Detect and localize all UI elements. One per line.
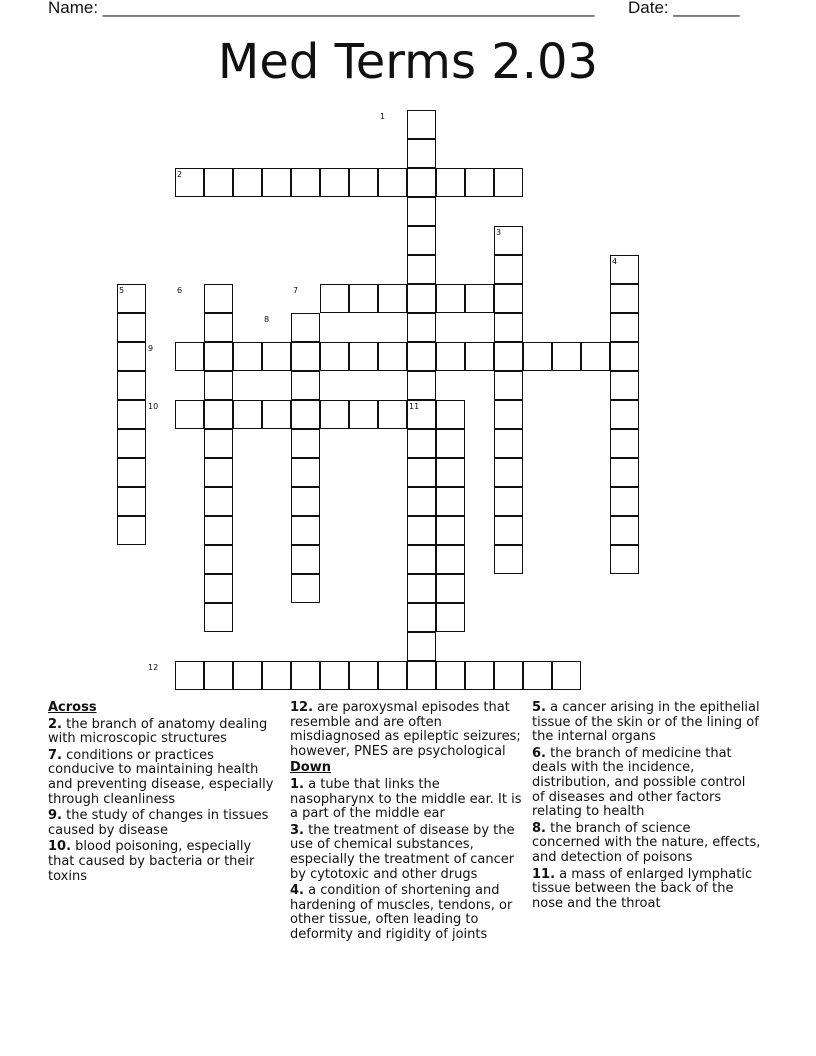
grid-cell[interactable] bbox=[117, 342, 146, 371]
clue-across-9: 9. the study of changes in tissues caused by disease bbox=[48, 808, 269, 838]
grid-cell[interactable] bbox=[204, 371, 233, 400]
grid-cell[interactable] bbox=[465, 284, 494, 313]
grid-cell[interactable] bbox=[291, 574, 320, 603]
grid-cell[interactable] bbox=[204, 458, 233, 487]
clue-number-11: 11 bbox=[409, 402, 420, 411]
page-title: Med Terms 2.03 bbox=[217, 34, 599, 90]
grid-cell[interactable] bbox=[291, 371, 320, 400]
grid-cell[interactable] bbox=[610, 313, 639, 342]
clue-number-1: 1 bbox=[380, 112, 386, 121]
grid-cell[interactable] bbox=[407, 197, 436, 226]
grid-cell[interactable] bbox=[407, 661, 436, 690]
grid-cell[interactable] bbox=[407, 284, 436, 313]
grid-cell[interactable] bbox=[407, 429, 436, 458]
grid-cell[interactable] bbox=[291, 342, 320, 371]
grid-cell[interactable] bbox=[204, 487, 233, 516]
clue-across-10: 10. blood poisoning, especially that caused by bacteria or their toxins bbox=[48, 839, 255, 884]
grid-cell[interactable] bbox=[407, 139, 436, 168]
clue-across-2: 2. the branch of anatomy dealing with microscopic structures bbox=[48, 716, 268, 747]
grid-cell[interactable] bbox=[320, 342, 349, 371]
clues-column-2 bbox=[290, 701, 526, 945]
grid-cell[interactable] bbox=[436, 429, 465, 458]
grid-cell[interactable] bbox=[117, 371, 146, 400]
grid-cell[interactable] bbox=[291, 400, 320, 429]
clue-down-1: 1. a tube that links the nasopharynx to the middle ear. It is a part of the middle ear bbox=[290, 776, 522, 822]
grid-cell[interactable] bbox=[494, 545, 523, 574]
grid-cell[interactable] bbox=[610, 400, 639, 429]
down-heading: Down bbox=[290, 760, 331, 776]
clue-number-6: 6 bbox=[177, 286, 183, 295]
grid-cell[interactable] bbox=[610, 371, 639, 400]
grid-cell[interactable] bbox=[262, 168, 291, 197]
grid-cell[interactable] bbox=[349, 400, 378, 429]
grid-cell[interactable] bbox=[291, 429, 320, 458]
grid-cell[interactable] bbox=[494, 400, 523, 429]
clue-number-2: 2 bbox=[177, 170, 183, 179]
grid-cell[interactable] bbox=[494, 661, 523, 690]
grid-cell[interactable] bbox=[407, 545, 436, 574]
grid-cell[interactable] bbox=[407, 313, 436, 342]
grid-cell[interactable] bbox=[436, 284, 465, 313]
grid-cell[interactable] bbox=[349, 168, 378, 197]
grid-cell[interactable] bbox=[436, 574, 465, 603]
grid-cell[interactable] bbox=[610, 516, 639, 545]
across-heading: Across bbox=[48, 700, 97, 715]
grid-cell[interactable] bbox=[117, 458, 146, 487]
clue-down-5: 5. a cancer arising in the epithelial tissue of the skin or of the lining of the internal organs bbox=[532, 700, 760, 745]
grid-cell[interactable] bbox=[175, 661, 204, 690]
grid-cell[interactable] bbox=[436, 603, 465, 632]
grid-cell[interactable] bbox=[378, 342, 407, 371]
grid-cell[interactable] bbox=[610, 487, 639, 516]
grid-cell[interactable] bbox=[378, 284, 407, 313]
clue-number-7: 7 bbox=[293, 286, 299, 295]
grid-cell[interactable] bbox=[407, 516, 436, 545]
clue-number-12: 12 bbox=[148, 663, 159, 672]
clue-number-4: 4 bbox=[612, 257, 618, 266]
grid-cell[interactable] bbox=[436, 342, 465, 371]
grid-cell[interactable] bbox=[175, 342, 204, 371]
grid-cell[interactable] bbox=[523, 661, 552, 690]
grid-cell[interactable] bbox=[494, 168, 523, 197]
grid-cell[interactable] bbox=[117, 400, 146, 429]
grid-cell[interactable] bbox=[204, 545, 233, 574]
grid-cell[interactable] bbox=[204, 661, 233, 690]
clue-number-10: 10 bbox=[148, 402, 159, 411]
grid-cell[interactable] bbox=[378, 168, 407, 197]
grid-cell[interactable] bbox=[407, 255, 436, 284]
grid-cell[interactable] bbox=[233, 400, 262, 429]
grid-cell[interactable] bbox=[204, 574, 233, 603]
grid-cell[interactable] bbox=[610, 545, 639, 574]
grid-cell[interactable] bbox=[610, 458, 639, 487]
grid-cell[interactable] bbox=[494, 487, 523, 516]
grid-cell[interactable] bbox=[494, 313, 523, 342]
clue-number-5: 5 bbox=[119, 286, 125, 295]
grid-cell[interactable] bbox=[610, 429, 639, 458]
grid-cell[interactable] bbox=[407, 226, 436, 255]
grid-cell[interactable] bbox=[117, 429, 146, 458]
grid-cell[interactable] bbox=[494, 429, 523, 458]
grid-cell[interactable] bbox=[291, 458, 320, 487]
clues-column-3 bbox=[532, 701, 762, 913]
grid-cell[interactable] bbox=[378, 400, 407, 429]
grid-cell[interactable] bbox=[407, 371, 436, 400]
grid-cell[interactable] bbox=[436, 545, 465, 574]
grid-cell[interactable] bbox=[494, 255, 523, 284]
grid-cell[interactable] bbox=[523, 342, 552, 371]
grid-cell[interactable] bbox=[465, 661, 494, 690]
clue-across-12: 12. are paroxysmal episodes that resemble and are often misdiagnosed as epileptic seizures; however, PNES are psychological bbox=[290, 700, 521, 759]
grid-cell[interactable] bbox=[407, 632, 436, 661]
grid-cell[interactable] bbox=[349, 661, 378, 690]
grid-cell[interactable] bbox=[320, 168, 349, 197]
grid-cell[interactable] bbox=[610, 342, 639, 371]
grid-cell[interactable] bbox=[291, 168, 320, 197]
grid-cell[interactable] bbox=[349, 284, 378, 313]
grid-cell[interactable] bbox=[320, 284, 349, 313]
name-field[interactable]: Name: ____________________________________________________ bbox=[48, 0, 595, 17]
grid-cell[interactable] bbox=[436, 458, 465, 487]
clue-down-8: 8. the branch of science concerned with the nature, effects, and detection of poisons bbox=[532, 820, 761, 865]
grid-cell[interactable] bbox=[204, 516, 233, 545]
grid-cell[interactable] bbox=[233, 168, 262, 197]
grid-cell[interactable] bbox=[320, 400, 349, 429]
grid-cell[interactable] bbox=[436, 516, 465, 545]
grid-cell[interactable] bbox=[552, 661, 581, 690]
grid-cell[interactable] bbox=[436, 168, 465, 197]
clue-number-9: 9 bbox=[148, 344, 154, 353]
grid-cell[interactable] bbox=[320, 661, 349, 690]
grid-cell[interactable] bbox=[117, 516, 146, 545]
grid-cell[interactable] bbox=[610, 284, 639, 313]
grid-cell[interactable] bbox=[407, 458, 436, 487]
grid-cell[interactable] bbox=[204, 313, 233, 342]
grid-cell[interactable] bbox=[175, 400, 204, 429]
grid-cell[interactable] bbox=[407, 487, 436, 516]
grid-cell[interactable] bbox=[465, 342, 494, 371]
grid-cell[interactable] bbox=[117, 487, 146, 516]
grid-cell[interactable] bbox=[117, 313, 146, 342]
grid-cell[interactable] bbox=[494, 284, 523, 313]
grid-cell[interactable] bbox=[204, 603, 233, 632]
clue-number-3: 3 bbox=[496, 228, 502, 237]
grid-cell[interactable] bbox=[494, 516, 523, 545]
clue-number-8: 8 bbox=[264, 315, 270, 324]
date-field[interactable]: Date: _______ bbox=[628, 0, 740, 17]
grid-cell[interactable] bbox=[436, 661, 465, 690]
grid-cell[interactable] bbox=[407, 574, 436, 603]
clue-down-11: 11. a mass of enlarged lymphatic tissue between the back of the nose and the throat bbox=[532, 866, 753, 911]
grid-cell[interactable] bbox=[262, 400, 291, 429]
grid-cell[interactable] bbox=[407, 603, 436, 632]
clues-column-1 bbox=[48, 701, 280, 886]
grid-cell[interactable] bbox=[291, 487, 320, 516]
grid-cell[interactable] bbox=[407, 342, 436, 371]
grid-cell[interactable] bbox=[436, 400, 465, 429]
grid-cell[interactable] bbox=[233, 342, 262, 371]
grid-cell[interactable] bbox=[204, 284, 233, 313]
grid-cell[interactable] bbox=[262, 661, 291, 690]
clue-down-6: 6. the branch of medicine that deals with the incidence, distribution, and possible control of diseases and other factors relating to health bbox=[532, 745, 746, 820]
grid-cell[interactable] bbox=[552, 342, 581, 371]
grid-cell[interactable] bbox=[494, 458, 523, 487]
grid-cell[interactable] bbox=[378, 661, 407, 690]
grid-cell[interactable] bbox=[204, 429, 233, 458]
grid-cell[interactable] bbox=[204, 400, 233, 429]
grid-cell[interactable] bbox=[581, 342, 610, 371]
clue-down-3: 3. the treatment of disease by the use of chemical substances, especially the treatment of cancer by cytotoxic and other drugs bbox=[290, 822, 515, 882]
grid-cell[interactable] bbox=[407, 110, 436, 139]
grid-cell[interactable] bbox=[494, 342, 523, 371]
grid-cell[interactable] bbox=[204, 342, 233, 371]
grid-cell[interactable] bbox=[291, 516, 320, 545]
grid-cell[interactable] bbox=[262, 342, 291, 371]
grid-cell[interactable] bbox=[233, 661, 262, 690]
grid-cell[interactable] bbox=[465, 168, 494, 197]
clue-across-7: 7. conditions or practices conducive to maintaining health and preventing disease, especially through cleanliness bbox=[48, 747, 274, 807]
grid-cell[interactable] bbox=[204, 168, 233, 197]
grid-cell[interactable] bbox=[291, 313, 320, 342]
grid-cell[interactable] bbox=[436, 487, 465, 516]
grid-cell[interactable] bbox=[494, 371, 523, 400]
grid-cell[interactable] bbox=[291, 661, 320, 690]
clue-down-4: 4. a condition of shortening and hardening of muscles, tendons, or other tissue, often leading to deformity and rigidity of joints bbox=[290, 883, 513, 942]
grid-cell[interactable] bbox=[407, 168, 436, 197]
grid-cell[interactable] bbox=[291, 545, 320, 574]
grid-cell[interactable] bbox=[349, 342, 378, 371]
